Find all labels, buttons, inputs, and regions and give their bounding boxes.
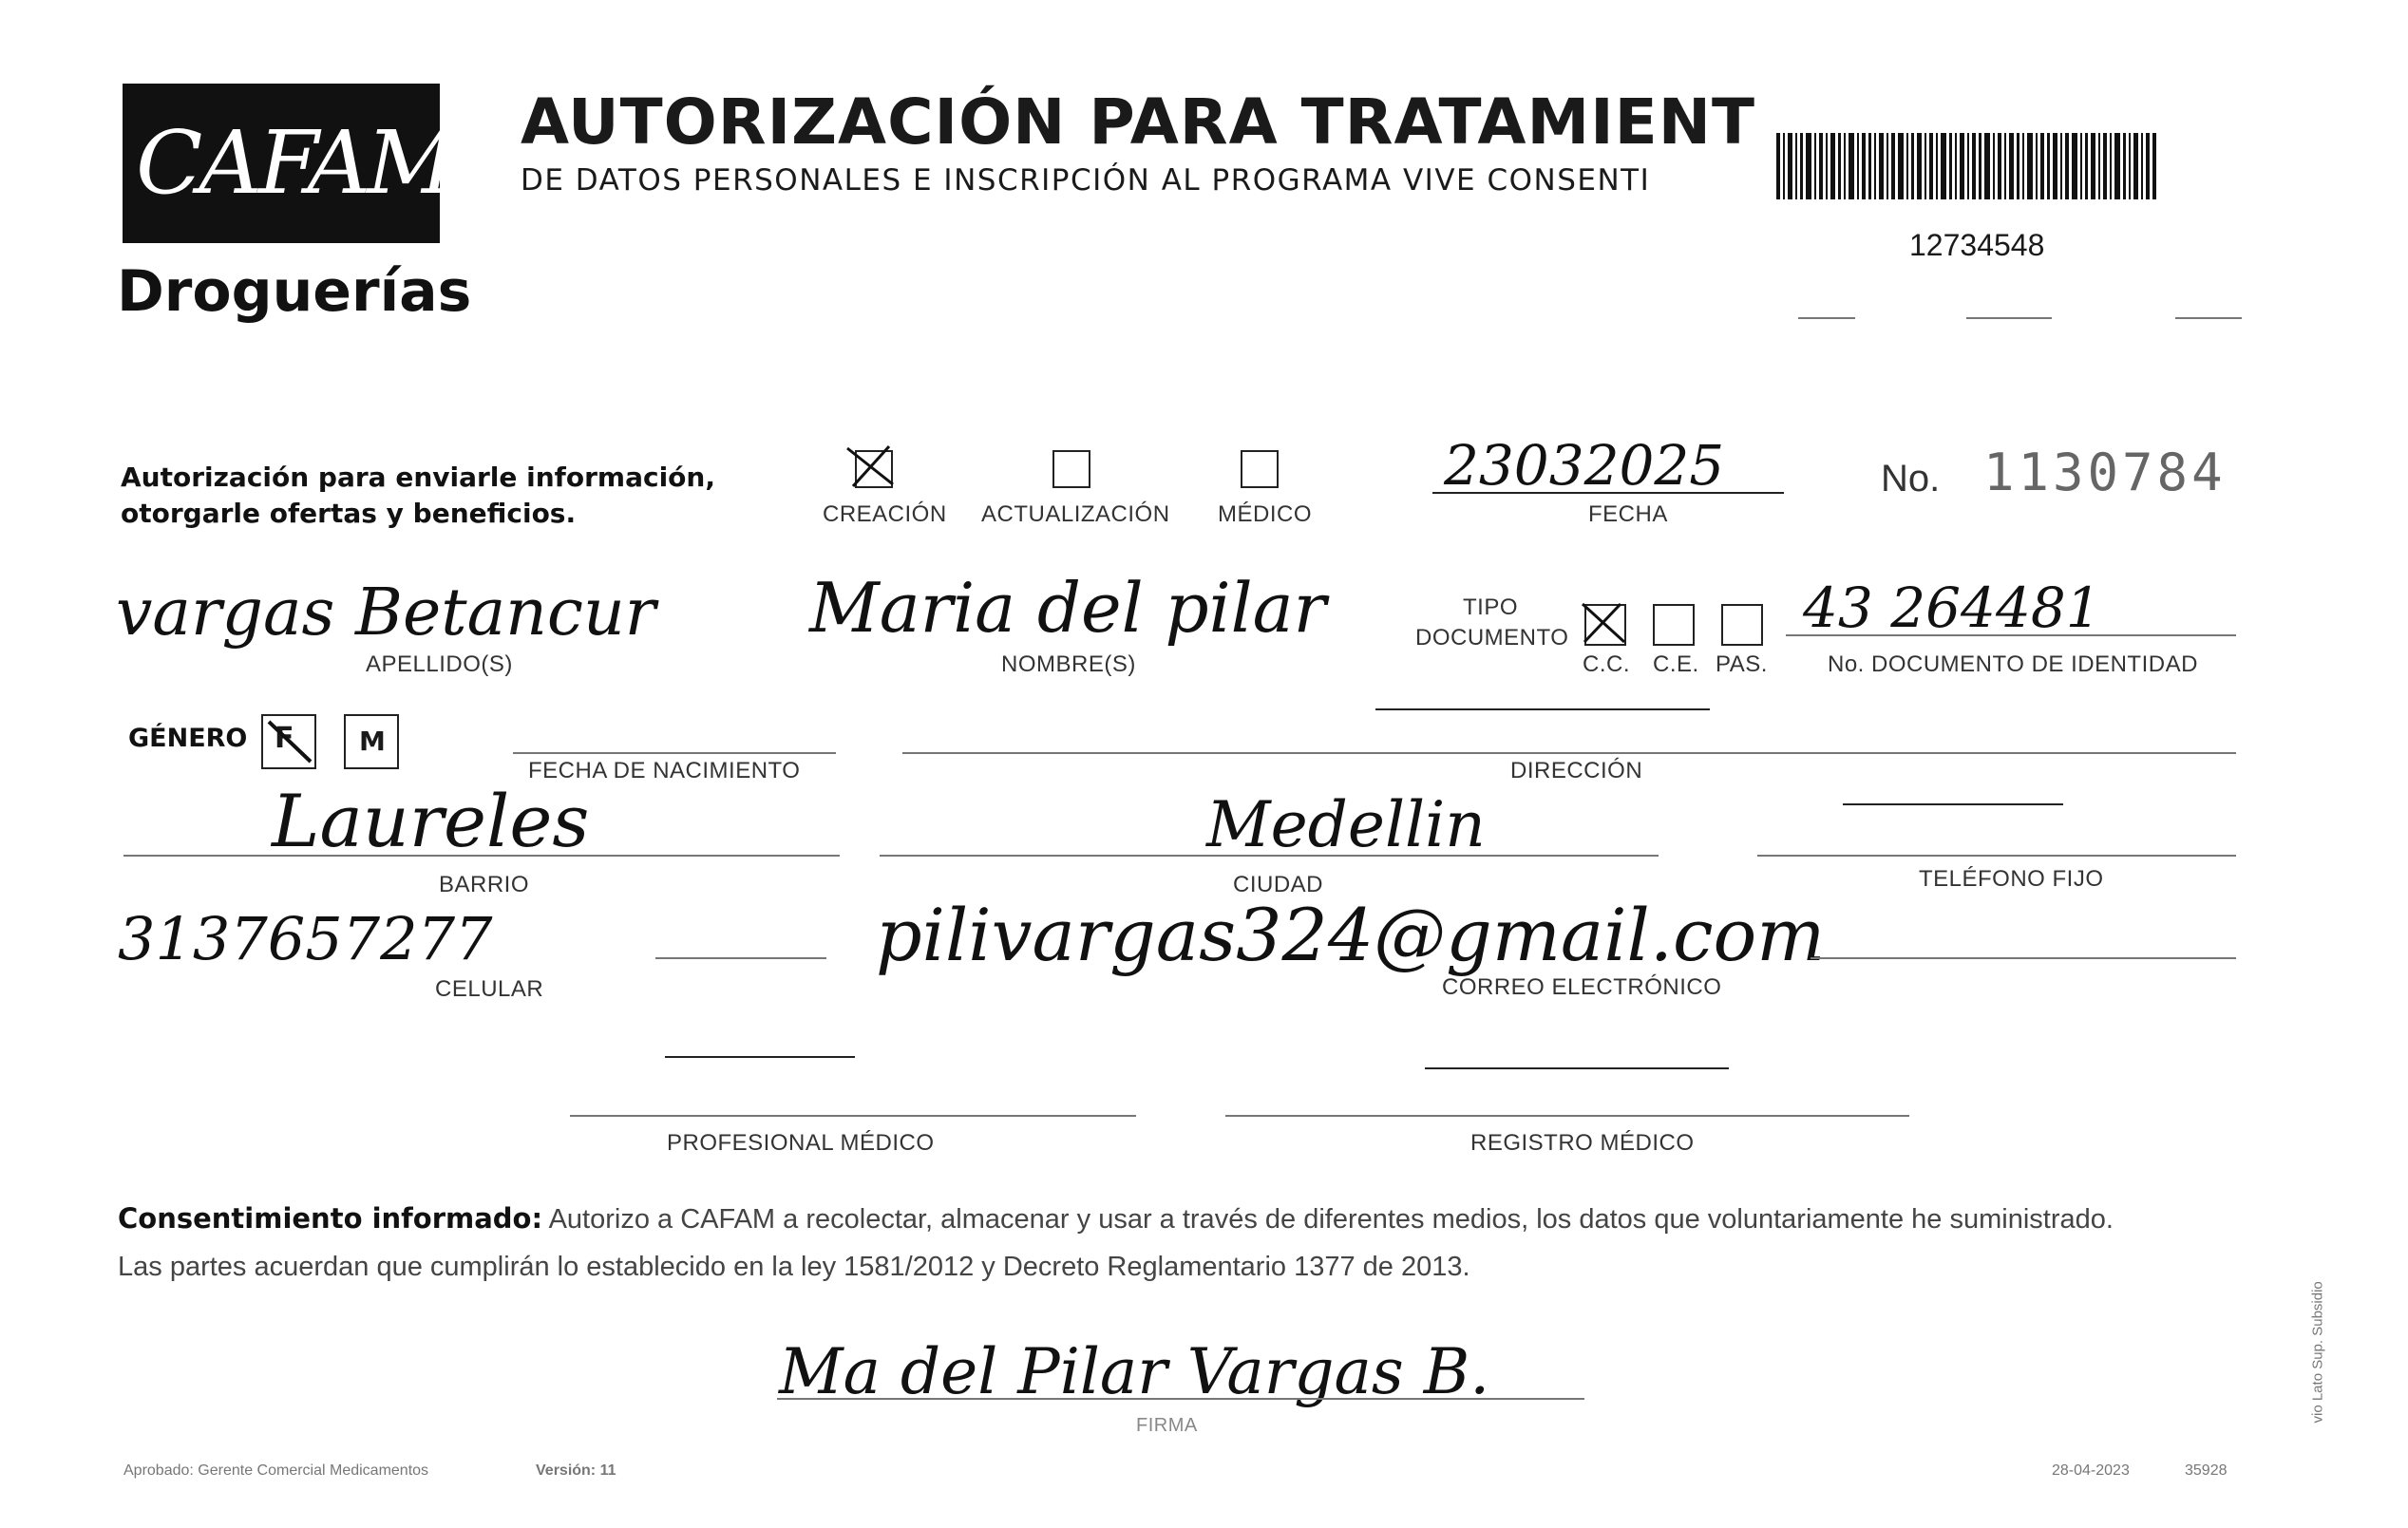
- footer-date: 28-04-2023: [2052, 1462, 2130, 1479]
- apellidos-value[interactable]: vargas Betancur: [116, 575, 656, 651]
- ce-label: C.E.: [1653, 651, 1699, 677]
- serial-number: 1130784: [1983, 443, 2227, 502]
- footer-code: 35928: [2185, 1462, 2228, 1479]
- pas-checkbox[interactable]: [1721, 604, 1763, 646]
- authorization-text-1: Autorización para enviarle información,: [121, 462, 715, 493]
- genero-f-label: F: [275, 722, 294, 755]
- barrio-line: [123, 855, 840, 857]
- telefono-label: TELÉFONO FIJO: [1919, 866, 2104, 892]
- creacion-label: CREACIÓN: [823, 501, 947, 527]
- ciudad-value[interactable]: Medellin: [1206, 788, 1486, 861]
- barrio-label: BARRIO: [439, 872, 530, 897]
- registro-label: REGISTRO MÉDICO: [1470, 1130, 1695, 1156]
- divider: [1966, 317, 2052, 319]
- direccion-label: DIRECCIÓN: [1510, 758, 1643, 783]
- consent-text-2: Las partes acuerdan que cumplirán lo establecido en la ley 1581/2012 y Decreto Reglamentario 1377 de 2013.: [118, 1252, 1470, 1282]
- telefono-line[interactable]: [1757, 855, 2236, 857]
- genero-m-checkbox[interactable]: [344, 714, 399, 769]
- fecha-nacimiento-label: FECHA DE NACIMIENTO: [528, 758, 801, 783]
- consent-paragraph: [118, 1195, 2236, 1291]
- authorization-text-2: otorgarle ofertas y beneficios.: [121, 498, 577, 529]
- ciudad-label: CIUDAD: [1233, 872, 1324, 897]
- ce-checkbox[interactable]: [1653, 604, 1695, 646]
- nombre-label: NOMBRE(S): [1001, 651, 1136, 677]
- correo-line: [1811, 957, 2236, 959]
- celular-value[interactable]: 3137657277: [118, 904, 493, 973]
- genero-f-checkbox[interactable]: [261, 714, 316, 769]
- barrio-value[interactable]: Laureles: [272, 779, 590, 863]
- signature-line: [777, 1398, 1584, 1400]
- check-mark-icon: [844, 443, 901, 490]
- side-vertical-text: vio Lato Sup. Subsidio: [2309, 1281, 2326, 1424]
- telefono-stroke: [1843, 803, 2063, 805]
- barcode-number: 12734548: [1909, 228, 2045, 262]
- celular-line: [655, 957, 826, 959]
- fecha-nacimiento-line[interactable]: [513, 752, 836, 754]
- registro-line[interactable]: [1225, 1115, 1909, 1117]
- celular-label: CELULAR: [435, 976, 544, 1002]
- medico-label: MÉDICO: [1218, 501, 1312, 527]
- apellidos-label: APELLIDO(S): [366, 651, 513, 677]
- footer-approval: Aprobado: Gerente Comercial Medicamentos: [123, 1462, 429, 1479]
- consent-title: Consentimiento informado:: [118, 1202, 543, 1235]
- correo-value[interactable]: pilivargas324@gmail.com: [876, 893, 1826, 977]
- fecha-line: [1432, 492, 1784, 494]
- cafam-logo: CAFAM: [136, 112, 453, 214]
- documento-number-label: No. DOCUMENTO DE IDENTIDAD: [1828, 651, 2198, 677]
- footer-version: Versión: 11: [536, 1462, 616, 1479]
- creacion-checkbox[interactable]: [855, 450, 893, 488]
- check-mark-icon: [1577, 598, 1630, 648]
- actualizacion-checkbox[interactable]: [1052, 450, 1090, 488]
- cc-checkbox[interactable]: [1584, 604, 1626, 646]
- direccion-stroke: [1375, 708, 1710, 710]
- genero-label: GÉNERO: [128, 724, 248, 753]
- documento-value[interactable]: 43 264481: [1803, 575, 2101, 640]
- brand-name: Droguerías: [117, 258, 472, 325]
- documento-line: [1786, 634, 2236, 636]
- genero-m-label: M: [359, 726, 386, 757]
- form-title: AUTORIZACIÓN PARA TRATAMIENT: [521, 85, 1756, 159]
- registro-stroke: [1425, 1067, 1729, 1069]
- profesional-label: PROFESIONAL MÉDICO: [667, 1130, 935, 1156]
- barcode: [1776, 133, 2156, 199]
- tipo-label: TIPO: [1463, 594, 1519, 620]
- fecha-value[interactable]: 23032025: [1444, 433, 1725, 498]
- form-subtitle: DE DATOS PERSONALES E INSCRIPCIÓN AL PROGRAMA VIVE CONSENTI: [521, 163, 1651, 198]
- ciudad-line: [880, 855, 1659, 857]
- pas-label: PAS.: [1716, 651, 1768, 677]
- divider: [1798, 317, 1855, 319]
- consent-line-1: [118, 1195, 2236, 1243]
- nombre-value[interactable]: Maria del pilar: [809, 568, 1327, 648]
- correo-label: CORREO ELECTRÓNICO: [1442, 974, 1722, 1000]
- profesional-stroke: [665, 1056, 855, 1058]
- signature-label: FIRMA: [1136, 1415, 1198, 1436]
- check-mark-icon: [263, 712, 318, 767]
- actualizacion-label: ACTUALIZACIÓN: [981, 501, 1170, 527]
- divider: [2175, 317, 2242, 319]
- cc-label: C.C.: [1583, 651, 1630, 677]
- medico-checkbox[interactable]: [1241, 450, 1279, 488]
- serial-label: No.: [1881, 458, 1941, 500]
- direccion-line[interactable]: [902, 752, 2236, 754]
- profesional-line[interactable]: [570, 1115, 1136, 1117]
- signature-value[interactable]: Ma del Pilar Vargas B.: [779, 1335, 1490, 1408]
- documento-label: DOCUMENTO: [1415, 625, 1569, 651]
- consent-text-1: Autorizo a CAFAM a recolectar, almacenar y usar a través de diferentes medios, los datos que voluntariamente he suministrado.: [548, 1204, 2114, 1235]
- fecha-label: FECHA: [1588, 501, 1668, 527]
